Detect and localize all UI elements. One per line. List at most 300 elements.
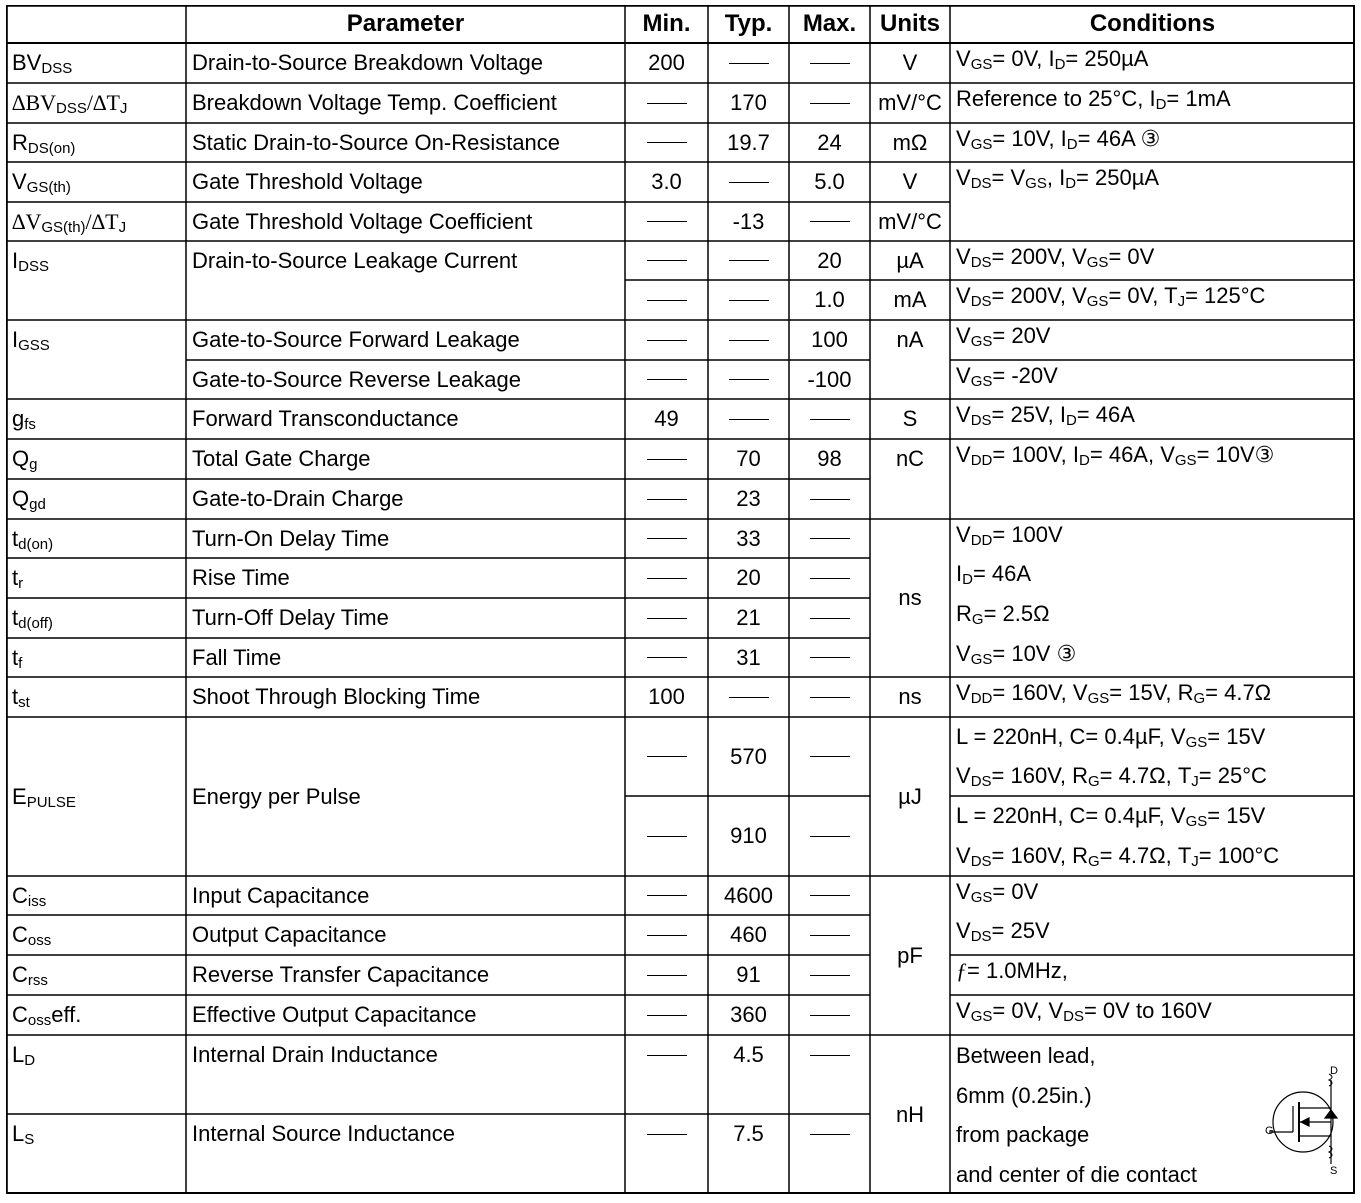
param-name-text: Turn-On Delay Time [192, 525, 390, 551]
param-name-text: Drain-to-Source Leakage Current [192, 247, 518, 273]
value-typ [708, 320, 789, 360]
subscript-text: J [1177, 293, 1186, 310]
dash-placeholder [647, 756, 687, 757]
subscript-text: DS [970, 254, 992, 271]
value-max [789, 638, 870, 677]
text-fragment: V [956, 843, 971, 868]
text-fragment: = 0V to 160V [1083, 998, 1212, 1023]
subscript-text: GS [970, 136, 993, 153]
value-typ [708, 796, 789, 876]
subscript-text: GS [970, 889, 993, 906]
value-min [625, 796, 708, 876]
param-symbol [6, 162, 186, 202]
value-text: 1.0 [814, 287, 845, 312]
text-fragment: = 1.0MHz, [967, 958, 1068, 983]
condition [950, 399, 1355, 439]
value-min [625, 1114, 708, 1154]
dash-placeholder [647, 1134, 687, 1135]
text-fragment: ƒ [956, 958, 967, 983]
value-text: 21 [736, 605, 761, 630]
dash-placeholder [729, 340, 769, 341]
inductance-condition-line [950, 1037, 1250, 1075]
subscript-text: d(off) [18, 615, 53, 632]
value-text: 91 [736, 962, 761, 987]
text-fragment: E [12, 783, 27, 809]
value-min [625, 202, 708, 241]
value-max [789, 717, 870, 796]
value-text: 70 [736, 446, 761, 471]
subscript-text: DS [970, 412, 992, 429]
condition [950, 280, 1355, 320]
param-name-text: Fall Time [192, 644, 282, 670]
unit [870, 241, 950, 280]
value-max [789, 876, 870, 915]
condition [950, 320, 1355, 360]
param-name-text: Internal Source Inductance [192, 1121, 455, 1146]
value-typ [708, 638, 789, 677]
dash-placeholder [647, 618, 687, 619]
text-fragment: = 100°C [1198, 843, 1280, 868]
subscript-text: J [119, 100, 128, 117]
value-min [625, 399, 708, 439]
value-max [789, 796, 870, 876]
value-max [789, 558, 870, 598]
value-typ [708, 519, 789, 558]
text-fragment: V [956, 918, 971, 943]
param-name-text: Internal Drain Inductance [192, 1042, 438, 1067]
subscript-text: f [18, 654, 23, 672]
param-name [186, 598, 625, 638]
value-max [789, 83, 870, 123]
subscript-text: DD [970, 452, 993, 469]
dash-placeholder [647, 260, 687, 261]
subscript-text: D [1079, 452, 1090, 469]
inductance-condition-line [950, 1077, 1250, 1115]
subscript-text: GS [970, 373, 993, 390]
subscript-text: J [1191, 773, 1199, 791]
value-min [625, 162, 708, 202]
param-symbol [6, 479, 186, 519]
dash-placeholder [647, 459, 687, 460]
param-symbol [6, 677, 186, 717]
dash-placeholder [647, 340, 687, 341]
param-name [186, 202, 625, 241]
param-name [186, 399, 625, 439]
param-symbol [6, 995, 186, 1035]
param-symbol [6, 241, 186, 280]
unit-text: nH [895, 1101, 925, 1127]
subscript-text: DS [1063, 1008, 1084, 1025]
header-label: Units [880, 10, 940, 37]
subscript-text: fs [24, 416, 36, 433]
param-symbol [6, 638, 186, 677]
value-text: 24 [817, 129, 842, 155]
param-name-text: Gate-to-Drain Charge [192, 486, 404, 511]
subscript-text: PULSE [26, 793, 76, 811]
subscript-text: GS [1185, 733, 1208, 751]
text-fragment: = 0V [1108, 244, 1155, 269]
dash-placeholder [810, 697, 850, 698]
text-fragment: = 10V③ [1196, 442, 1275, 467]
dash-placeholder [729, 260, 769, 261]
subscript-text: GS [1086, 254, 1109, 271]
subscript-text: J [1191, 853, 1199, 870]
header-min [625, 5, 708, 43]
value-typ [708, 1114, 789, 1154]
text-fragment: ∆V [12, 208, 42, 234]
value-typ [708, 83, 789, 123]
value-typ [708, 399, 789, 439]
value-text: 4600 [724, 882, 773, 908]
text-fragment: Reference to 25°C, I [956, 86, 1156, 111]
subscript-text: DS [970, 293, 992, 310]
text-fragment: = 160V, V [992, 680, 1088, 705]
dash-placeholder [729, 419, 769, 420]
subscript-text: GS [1185, 813, 1208, 830]
text-fragment: eff. [51, 1002, 82, 1027]
value-typ [708, 360, 789, 399]
dash-placeholder [810, 578, 850, 579]
text-fragment: L = 220nH, C= 0.4µF, V [956, 803, 1186, 828]
text-fragment: I [12, 247, 19, 273]
condition [950, 876, 1355, 915]
param-name-text: Forward Transconductance [192, 406, 459, 431]
param-name [186, 558, 625, 598]
param-name [186, 1114, 625, 1154]
value-min [625, 320, 708, 360]
value-typ [708, 995, 789, 1035]
header-units [870, 5, 950, 43]
subscript-text: DSS [18, 257, 49, 275]
value-text: 570 [730, 743, 767, 769]
param-symbol [6, 43, 186, 83]
value-min [625, 955, 708, 995]
text-fragment: = 2.5Ω [983, 601, 1050, 626]
value-text: 7.5 [733, 1121, 764, 1146]
value-typ [708, 1035, 789, 1075]
value-max [789, 123, 870, 162]
dash-placeholder [647, 300, 687, 301]
subscript-text: D [962, 571, 973, 588]
value-typ [708, 43, 789, 83]
text-fragment: g [12, 406, 25, 431]
subscript-text: S [24, 1131, 35, 1148]
unit [870, 202, 950, 241]
value-min [625, 123, 708, 162]
value-max [789, 241, 870, 280]
value-typ [708, 439, 789, 479]
value-max [789, 360, 870, 399]
condition [950, 360, 1355, 399]
param-symbol [6, 558, 186, 598]
param-name-text: Rise Time [192, 565, 290, 590]
subscript-text: GS [1087, 690, 1110, 707]
text-fragment: = 46A, V [1089, 442, 1175, 467]
unit [870, 123, 950, 162]
subscript-text: DD [970, 532, 993, 549]
value-typ [708, 202, 789, 241]
param-name-text: Reverse Transfer Capacitance [192, 962, 490, 987]
text-fragment: R [12, 129, 28, 155]
subscript-text: DS [970, 853, 992, 870]
param-name [186, 717, 625, 876]
param-name [186, 955, 625, 995]
param-name-text: Total Gate Charge [192, 446, 371, 471]
value-text: 100 [648, 684, 685, 709]
text-fragment: V [956, 323, 971, 348]
condition [950, 836, 1355, 876]
unit-text: mA [893, 287, 927, 312]
value-text: 20 [817, 247, 842, 273]
subscript-text: iss [27, 892, 47, 910]
text-fragment: = 20V [992, 323, 1051, 348]
value-text: 98 [817, 446, 842, 471]
dash-placeholder [810, 975, 850, 976]
text-fragment: = 200V, V [991, 244, 1087, 269]
condition [950, 757, 1355, 797]
subscript-text: D [1065, 175, 1077, 192]
value-min [625, 360, 708, 399]
param-symbol [6, 320, 186, 360]
condition [950, 598, 1355, 638]
param-name-text: Static Drain-to-Source On-Resistance [192, 129, 561, 155]
subscript-text: GS [1086, 293, 1109, 310]
value-max [789, 439, 870, 479]
dash-placeholder [810, 221, 850, 222]
param-name [186, 439, 625, 479]
condition [950, 717, 1355, 757]
condition [950, 439, 1355, 479]
value-typ [708, 479, 789, 519]
value-typ [708, 241, 789, 280]
value-min [625, 915, 708, 955]
header-label: Parameter [346, 10, 465, 37]
param-name [186, 162, 625, 202]
unit-text: mV/°C [878, 90, 942, 115]
value-typ [708, 598, 789, 638]
mosfet-pin-label: D [1330, 1065, 1338, 1077]
dash-placeholder [647, 578, 687, 579]
text-fragment: = 4.7Ω [1205, 680, 1272, 705]
subscript-text: DSS [41, 60, 73, 77]
dash-placeholder [647, 935, 687, 936]
param-symbol [6, 915, 186, 955]
subscript-text: r [18, 575, 24, 592]
dash-placeholder [810, 756, 850, 757]
param-name [186, 1035, 625, 1075]
param-name [186, 320, 625, 360]
value-min [625, 241, 708, 280]
dash-placeholder [810, 836, 850, 837]
text-fragment: Q [12, 486, 30, 511]
dash-placeholder [647, 836, 687, 837]
value-typ [708, 717, 789, 796]
text-fragment: = 1mA [1166, 86, 1231, 111]
dash-placeholder [810, 538, 850, 539]
param-name [186, 876, 625, 915]
text-fragment: V [956, 680, 971, 705]
param-symbol [6, 955, 186, 995]
value-text: 100 [811, 327, 848, 352]
value-text: 170 [730, 90, 767, 115]
condition [950, 796, 1355, 836]
subscript-text: GS [970, 1008, 993, 1025]
mosfet-pin-label: G [1265, 1125, 1274, 1137]
unit [870, 677, 950, 717]
subscript-text: D [1054, 56, 1066, 73]
mosfet-pin-label: S [1330, 1165, 1338, 1177]
value-max [789, 955, 870, 995]
param-name-text: Shoot Through Blocking Time [192, 684, 481, 709]
text-fragment: = 0V [992, 879, 1039, 904]
dash-placeholder [647, 379, 687, 380]
param-symbol [6, 399, 186, 439]
condition-text: from package [956, 1122, 1090, 1147]
text-fragment: = 46A ③ [1077, 126, 1161, 151]
value-max [789, 519, 870, 558]
value-max [789, 995, 870, 1035]
param-symbol [6, 123, 186, 162]
unit [870, 439, 950, 479]
unit-text: nA [896, 327, 924, 352]
text-fragment: = 25°C [1198, 763, 1267, 789]
subscript-text: GS [1174, 452, 1197, 469]
text-fragment: = 0V, T [1108, 283, 1178, 308]
text-fragment: V [956, 442, 971, 467]
value-max [789, 1035, 870, 1075]
value-min [625, 558, 708, 598]
dash-placeholder [647, 142, 687, 143]
value-max [789, 43, 870, 83]
condition-text: Between lead, [956, 1043, 1096, 1068]
dash-placeholder [647, 103, 687, 104]
header-label: Typ. [724, 10, 773, 37]
text-fragment: V [956, 879, 971, 904]
text-fragment: = 250µA [1076, 165, 1160, 190]
param-name [186, 83, 625, 123]
dash-placeholder [810, 103, 850, 104]
header-label: Conditions [1089, 10, 1216, 37]
text-fragment: = 15V, R [1109, 680, 1194, 705]
text-fragment: /∆T [85, 208, 119, 234]
dash-placeholder [647, 895, 687, 896]
unit [870, 320, 950, 360]
condition-text: and center of die contact [956, 1161, 1197, 1187]
text-fragment: = 0V, I [992, 46, 1055, 71]
value-text: 360 [730, 1002, 767, 1027]
unit [870, 519, 950, 677]
text-fragment: t [12, 684, 19, 709]
value-max [789, 202, 870, 241]
text-fragment: /∆T [86, 90, 120, 115]
value-min [625, 1035, 708, 1075]
unit-text: pF [897, 942, 923, 968]
dash-placeholder [810, 1015, 850, 1016]
mosfet-symbol-icon [1265, 1065, 1338, 1177]
dash-placeholder [647, 975, 687, 976]
subscript-text: gd [29, 496, 46, 513]
subscript-text: G [1087, 773, 1100, 791]
subscript-text: GSS [18, 337, 50, 354]
text-fragment: V [956, 763, 971, 789]
mosfet-part [1325, 1110, 1337, 1118]
text-fragment: = 100V, I [992, 442, 1080, 467]
param-name-text: Drain-to-Source Breakdown Voltage [192, 50, 543, 75]
unit-text: nC [895, 446, 925, 471]
param-name-text: Energy per Pulse [192, 783, 361, 809]
dash-placeholder [810, 618, 850, 619]
subscript-text: G [1087, 853, 1100, 870]
unit-text: µA [896, 247, 924, 273]
text-fragment: ∆BV [12, 90, 57, 115]
condition [950, 995, 1355, 1035]
unit-text: S [902, 406, 918, 431]
subscript-text: GS [1025, 175, 1047, 192]
condition [950, 83, 1355, 123]
text-fragment: V [956, 46, 971, 71]
text-fragment: C [12, 882, 28, 908]
condition [950, 162, 1355, 202]
condition [950, 241, 1355, 280]
unit [870, 162, 950, 202]
unit [870, 399, 950, 439]
header-label: Min. [642, 10, 691, 37]
value-text: 910 [730, 823, 767, 848]
subscript-text: D [1065, 412, 1077, 429]
subscript-text: DSS [56, 100, 87, 117]
text-fragment: = 15V [1207, 803, 1266, 828]
value-typ [708, 677, 789, 717]
value-text: 200 [648, 50, 685, 75]
subscript-text: st [18, 694, 30, 711]
param-name-text: Gate-to-Source Forward Leakage [192, 327, 520, 352]
header-conditions [950, 5, 1355, 43]
param-name [186, 638, 625, 677]
unit-text: mV/°C [878, 208, 942, 234]
inductance-condition-line [950, 1156, 1250, 1194]
text-fragment: t [12, 525, 19, 551]
unit [870, 83, 950, 123]
text-fragment: t [12, 644, 19, 670]
dash-placeholder [810, 419, 850, 420]
dash-placeholder [729, 379, 769, 380]
subscript-text: GS [970, 651, 993, 668]
param-symbol [6, 519, 186, 558]
text-fragment: = 46A [1076, 402, 1135, 427]
param-symbol [6, 598, 186, 638]
param-name [186, 241, 625, 280]
text-fragment: = 10V, I [992, 126, 1067, 151]
text-fragment: = 160V, R [991, 843, 1088, 868]
text-fragment: = 46A [972, 561, 1032, 586]
text-fragment: L [12, 1042, 25, 1067]
text-fragment: = 160V, R [991, 763, 1088, 789]
text-fragment: = -20V [992, 363, 1058, 388]
text-fragment: = 25V [991, 918, 1050, 943]
param-name-text: Gate-to-Source Reverse Leakage [192, 366, 521, 392]
param-symbol [6, 1035, 186, 1075]
condition [950, 43, 1355, 83]
text-fragment: BV [12, 50, 42, 75]
value-min [625, 439, 708, 479]
value-text: 23 [736, 486, 761, 511]
value-text: 33 [736, 525, 761, 551]
condition [950, 955, 1355, 995]
dash-placeholder [729, 63, 769, 64]
param-name-text: Gate Threshold Voltage Coefficient [192, 208, 533, 234]
subscript-text: oss [27, 932, 52, 949]
subscript-text: DS [970, 175, 992, 192]
